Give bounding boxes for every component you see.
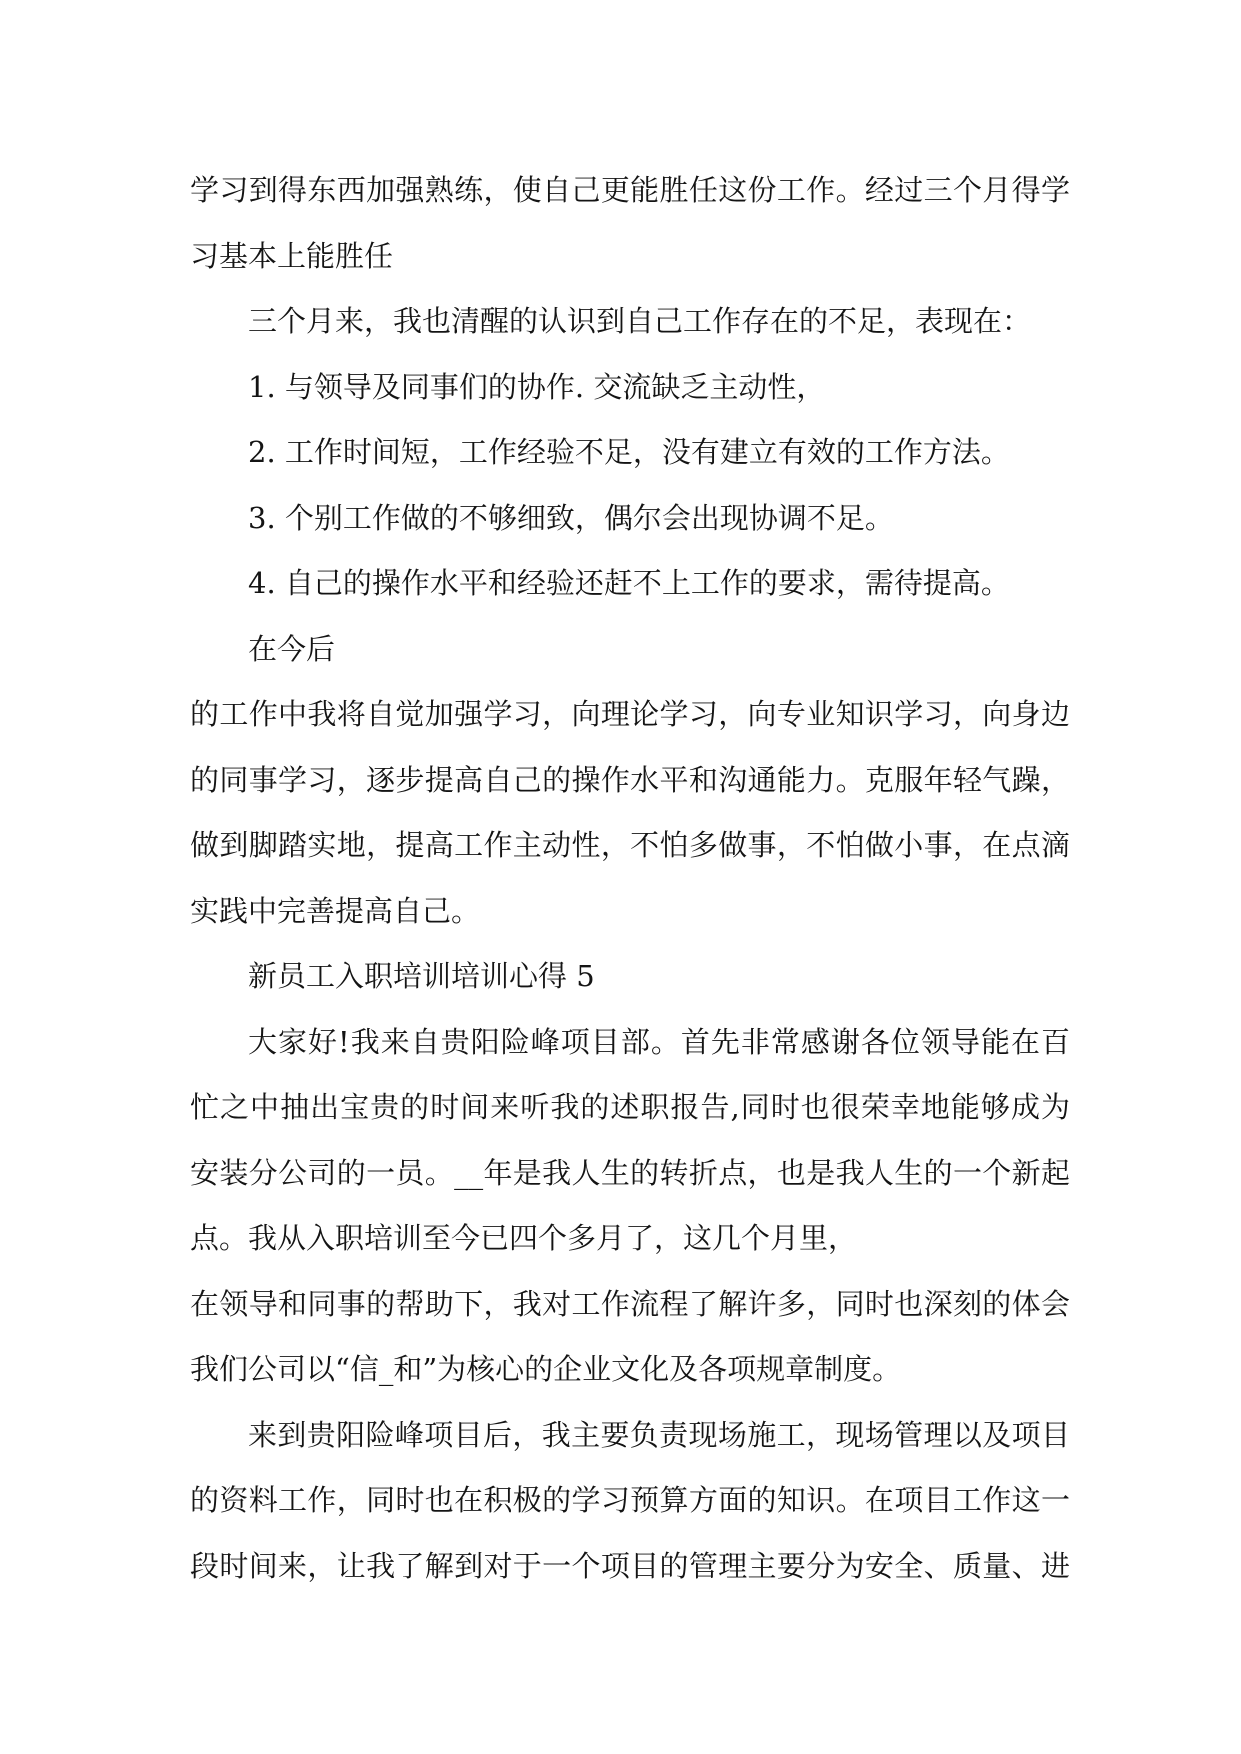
- section-heading: 新员工入职培训培训心得 5: [248, 959, 595, 993]
- text-line: 忙之中抽出宝贵的时间来听我的述职报告,同时也很荣幸地能够成为: [190, 1090, 1070, 1124]
- text-line: 大家好!我来自贵阳险峰项目部。首先非常感谢各位领导能在百: [248, 1024, 1070, 1059]
- text-line: 在领导和同事的帮助下，我对工作流程了解许多，同时也深刻的体会: [190, 1286, 1070, 1321]
- text-line: 安装分公司的一员。__年是我人生的转折点，也是我人生的一个新起: [190, 1155, 1070, 1190]
- document-body: [190, 158, 1070, 1599]
- text-line: 实践中完善提高自己。: [190, 893, 481, 928]
- text-line: 我们公司以“信_和”为核心的企业文化及各项规章制度。: [190, 1352, 902, 1386]
- text-line: 点。我从入职培训至今已四个多月了，这几个月里，: [190, 1221, 858, 1255]
- text-line: 来到贵阳险峰项目后，我主要负责现场施工，现场管理以及项目: [248, 1417, 1070, 1452]
- text-line: 段时间来，让我了解到对于一个项目的管理主要分为安全、质量、进: [190, 1548, 1070, 1583]
- text-line: 的资料工作，同时也在积极的学习预算方面的知识。在项目工作这一: [190, 1483, 1070, 1517]
- text-line: 习基本上能胜任: [190, 238, 394, 273]
- text-line: 三个月来，我也清醒的认识到自己工作存在的不足，表现在：: [248, 304, 1032, 338]
- text-line: 在今后: [248, 631, 336, 666]
- list-item: 1. 与领导及同事们的协作. 交流缺乏主动性，: [248, 369, 826, 404]
- list-item: 3. 个别工作做的不够细致，偶尔会出现协调不足。: [248, 500, 894, 535]
- text-line: 做到脚踏实地，提高工作主动性，不怕多做事，不怕做小事，在点滴: [190, 828, 1070, 862]
- text-line: 的同事学习，逐步提高自己的操作水平和沟通能力。克服年轻气躁，: [190, 762, 1070, 797]
- text-line: 学习到得东西加强熟练，使自己更能胜任这份工作。经过三个月得学: [190, 173, 1070, 207]
- list-item: 4. 自己的操作水平和经验还赶不上工作的要求，需待提高。: [248, 566, 1010, 600]
- list-item: 2. 工作时间短，工作经验不足，没有建立有效的工作方法。: [248, 435, 1010, 469]
- text-line: 的工作中我将自觉加强学习，向理论学习，向专业知识学习，向身边: [190, 697, 1070, 731]
